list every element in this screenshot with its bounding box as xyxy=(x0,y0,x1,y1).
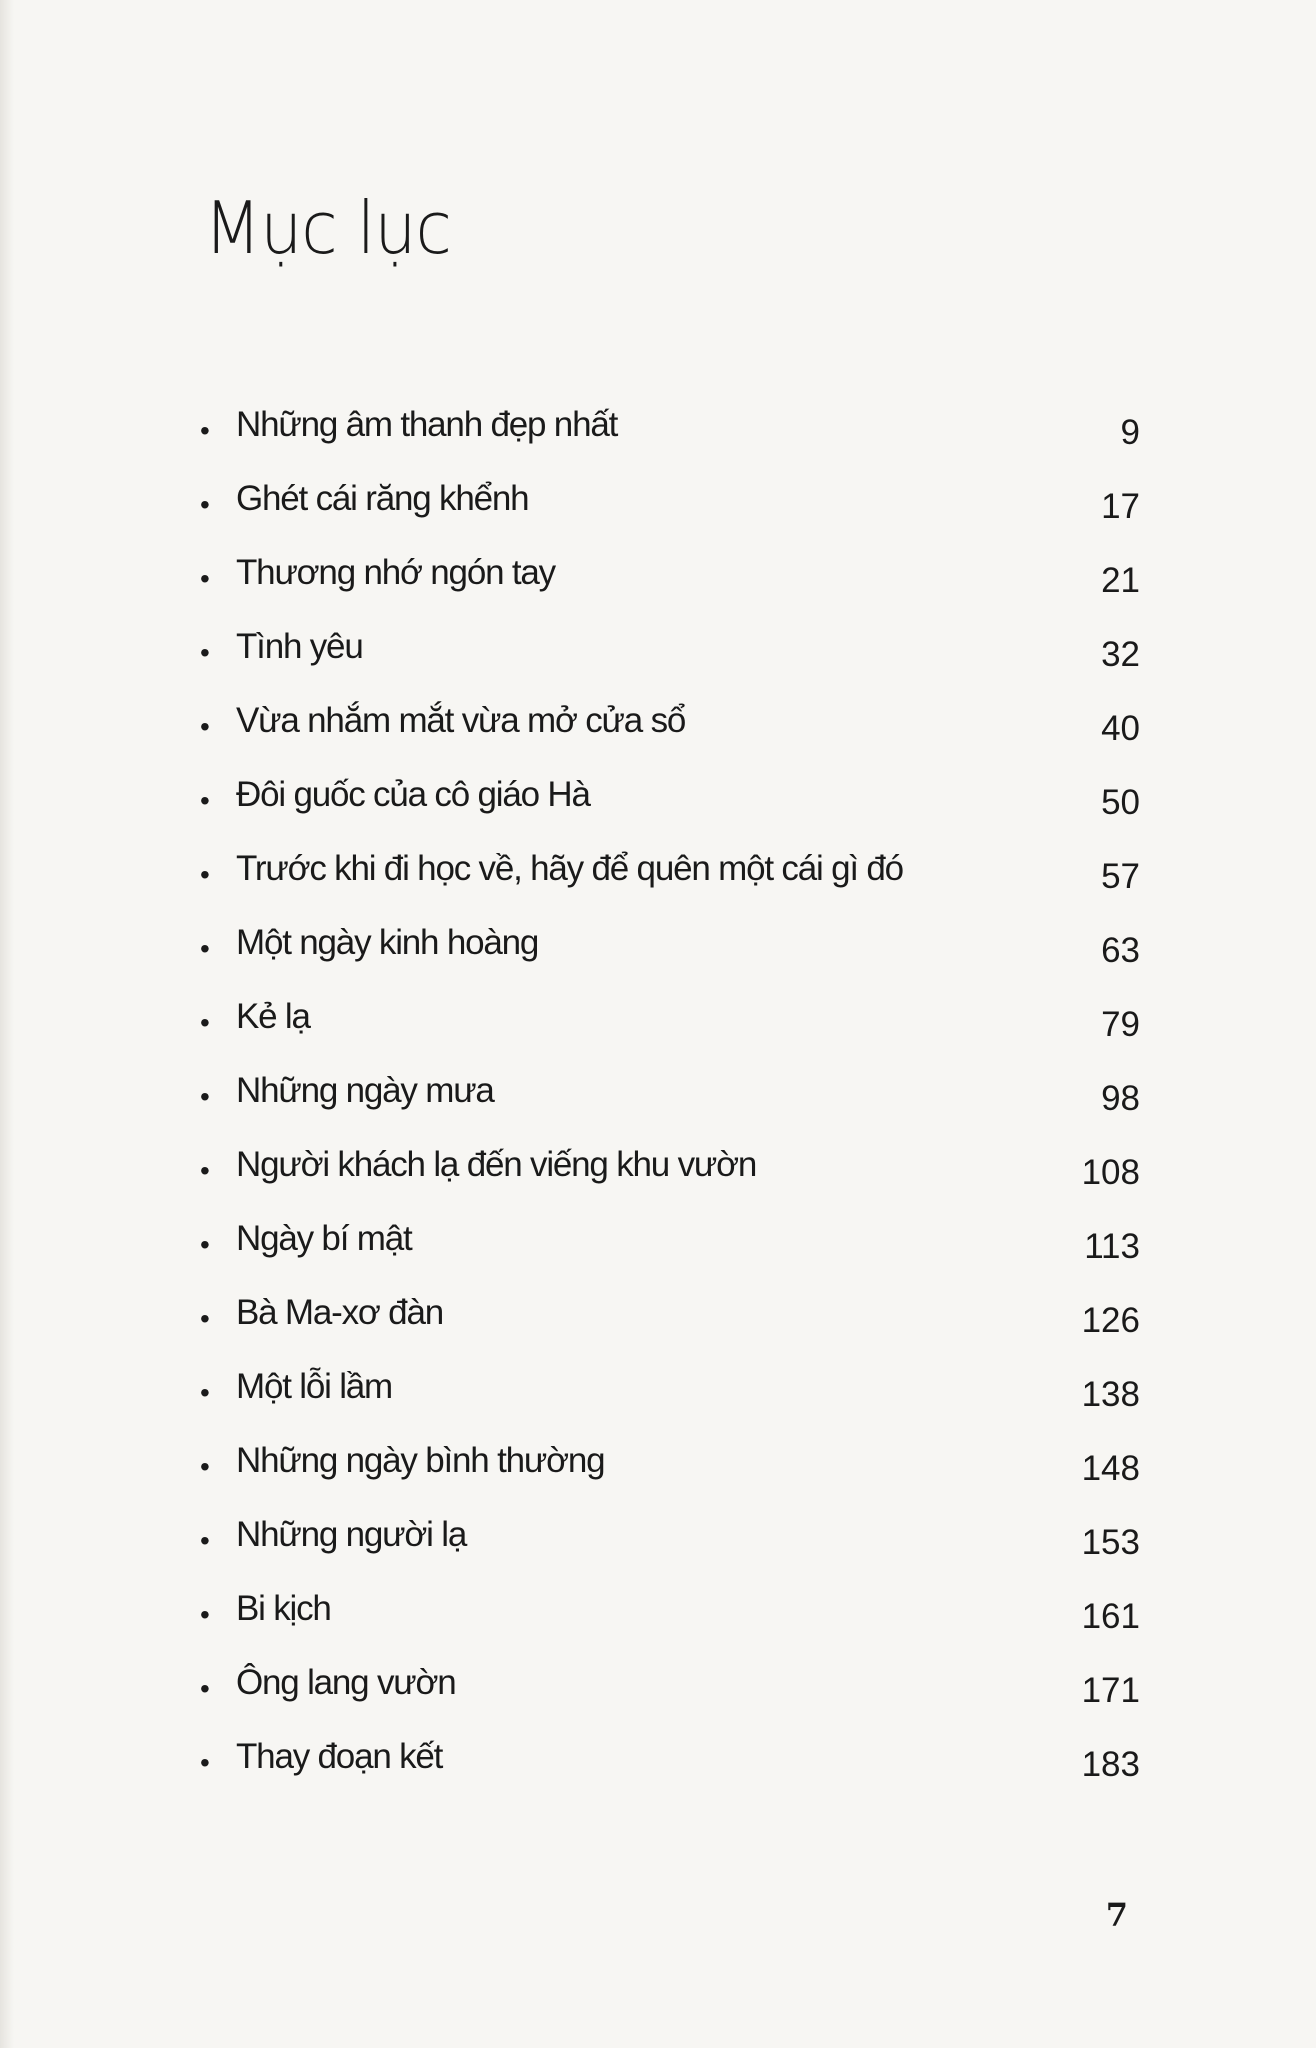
toc-entry-page: 183 xyxy=(1081,1745,1140,1784)
toc-entry xyxy=(200,1661,1140,1735)
toc-entry-page: 108 xyxy=(1081,1153,1140,1192)
bullet-icon: • xyxy=(200,415,209,446)
table-of-contents xyxy=(200,403,1140,1809)
toc-entry xyxy=(200,1439,1140,1513)
toc-entry-page: 148 xyxy=(1081,1449,1140,1488)
bullet-icon: • xyxy=(200,1303,209,1334)
toc-entry-page: 153 xyxy=(1081,1523,1140,1562)
toc-entry-title: Tình yêu xyxy=(236,627,363,666)
bullet-icon: • xyxy=(200,859,209,890)
bullet-icon: • xyxy=(200,1451,209,1482)
toc-entry xyxy=(200,773,1140,847)
page-edge-shadow xyxy=(0,0,14,2048)
toc-entry xyxy=(200,699,1140,773)
toc-entry-title: Kẻ lạ xyxy=(236,997,310,1036)
toc-entry-page: 138 xyxy=(1081,1375,1140,1414)
toc-entry-page: 32 xyxy=(1101,635,1140,674)
toc-entry xyxy=(200,1735,1140,1809)
toc-entry xyxy=(200,1513,1140,1587)
toc-entry-page: 79 xyxy=(1101,1005,1140,1044)
toc-entry xyxy=(200,847,1140,921)
toc-entry xyxy=(200,403,1140,477)
bullet-icon: • xyxy=(200,933,209,964)
bullet-icon: • xyxy=(200,1747,209,1778)
toc-entry-title: Ngày bí mật xyxy=(236,1219,412,1258)
toc-entry-page: 63 xyxy=(1101,931,1140,970)
toc-entry-title: Một ngày kinh hoàng xyxy=(236,923,539,962)
toc-entry xyxy=(200,477,1140,551)
bullet-icon: • xyxy=(200,1081,209,1112)
toc-entry-title: Những ngày mưa xyxy=(236,1071,494,1110)
toc-entry-page: 171 xyxy=(1081,1671,1140,1710)
bullet-icon: • xyxy=(200,711,209,742)
toc-entry-page: 98 xyxy=(1101,1079,1140,1118)
toc-entry xyxy=(200,995,1140,1069)
toc-entry-title: Ghét cái răng khểnh xyxy=(236,479,529,518)
bullet-icon: • xyxy=(200,1155,209,1186)
toc-entry xyxy=(200,1587,1140,1661)
toc-entry xyxy=(200,1217,1140,1291)
toc-entry-page: 50 xyxy=(1101,783,1140,822)
page-title: Mục lục xyxy=(204,186,451,270)
toc-entry xyxy=(200,1291,1140,1365)
toc-entry xyxy=(200,1143,1140,1217)
toc-entry-title: Bi kịch xyxy=(236,1589,331,1628)
toc-entry-page: 57 xyxy=(1101,857,1140,896)
toc-entry-title: Vừa nhắm mắt vừa mở cửa sổ xyxy=(236,701,686,740)
toc-entry-title: Đôi guốc của cô giáo Hà xyxy=(236,775,590,814)
bullet-icon: • xyxy=(200,489,209,520)
bullet-icon: • xyxy=(200,785,209,816)
toc-entry-title: Những âm thanh đẹp nhất xyxy=(236,405,618,444)
bullet-icon: • xyxy=(200,563,209,594)
toc-entry-title: Những người lạ xyxy=(236,1515,467,1554)
toc-entry-title: Ông lang vườn xyxy=(236,1663,456,1702)
toc-entry xyxy=(200,1069,1140,1143)
bullet-icon: • xyxy=(200,1673,209,1704)
toc-entry xyxy=(200,551,1140,625)
bullet-icon: • xyxy=(200,1599,209,1630)
toc-entry xyxy=(200,1365,1140,1439)
toc-entry xyxy=(200,625,1140,699)
toc-entry-title: Những ngày bình thường xyxy=(236,1441,605,1480)
toc-entry xyxy=(200,921,1140,995)
bullet-icon: • xyxy=(200,637,209,668)
toc-entry-title: Một lỗi lầm xyxy=(236,1367,393,1406)
toc-entry-page: 161 xyxy=(1081,1597,1140,1636)
toc-entry-page: 126 xyxy=(1081,1301,1140,1340)
toc-entry-page: 40 xyxy=(1101,709,1140,748)
bullet-icon: • xyxy=(200,1377,209,1408)
bullet-icon: • xyxy=(200,1229,209,1260)
toc-entry-title: Trước khi đi học về, hãy để quên một cái gì đó xyxy=(236,849,903,888)
toc-entry-page: 9 xyxy=(1120,413,1140,452)
toc-entry-title: Thương nhớ ngón tay xyxy=(236,553,555,592)
toc-entry-page: 21 xyxy=(1101,561,1140,600)
bullet-icon: • xyxy=(200,1007,209,1038)
page-number: 7 xyxy=(1105,1896,1128,1934)
toc-entry-title: Thay đoạn kết xyxy=(236,1737,443,1776)
bullet-icon: • xyxy=(200,1525,209,1556)
toc-entry-page: 113 xyxy=(1084,1227,1140,1266)
toc-entry-title: Người khách lạ đến viếng khu vườn xyxy=(236,1145,757,1184)
toc-entry-page: 17 xyxy=(1101,487,1140,526)
toc-entry-title: Bà Ma-xơ đàn xyxy=(236,1293,443,1332)
